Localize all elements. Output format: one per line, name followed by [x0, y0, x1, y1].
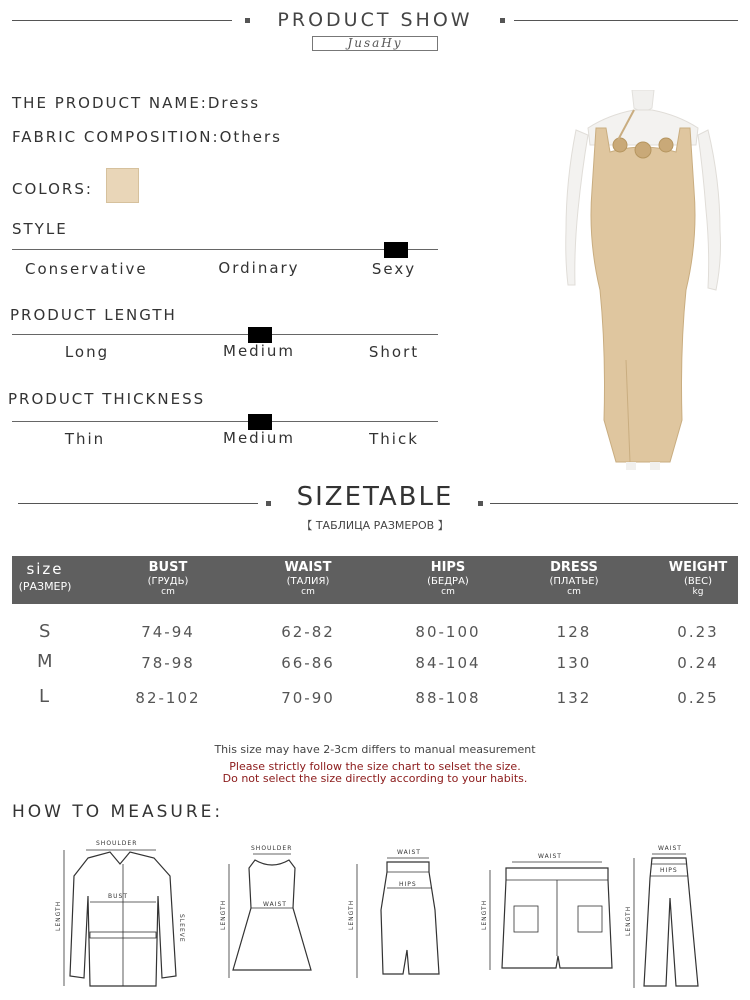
color-swatch[interactable] [106, 168, 139, 203]
table-cell-bust: 74-94 [141, 623, 195, 641]
header-hips: HIPS (БЕДРА) cm [427, 560, 469, 597]
colors-label: COLORS: [12, 180, 93, 198]
table-cell-hips: 80-100 [415, 623, 481, 641]
product-name: THE PRODUCT NAME:Dress [12, 94, 261, 112]
shoulder-label: SHOULDER [96, 840, 138, 847]
bust-label: BUST [108, 893, 128, 900]
thickness-label-thin: Thin [64, 430, 106, 448]
thickness-label-medium: Medium [223, 429, 295, 447]
mannequin-neck [632, 90, 654, 111]
table-cell-dress: 128 [556, 623, 592, 641]
length-label: LENGTH [220, 899, 227, 930]
sizetable-header-row [12, 556, 738, 604]
length-scale-marker [248, 327, 272, 343]
dress-flower-3 [659, 138, 673, 152]
table-row-size: L [39, 686, 50, 707]
shorts-measure-sketch [478, 846, 618, 976]
length-label-long: Long [64, 343, 110, 361]
dress-body [591, 128, 695, 462]
hips-label: HIPS [660, 867, 678, 874]
jacket-measure-sketch [50, 836, 200, 994]
length-title: PRODUCT LENGTH [10, 306, 177, 324]
style-label-conservative: Conservative [25, 260, 148, 278]
skirt-measure-sketch [343, 840, 443, 980]
dress-flower-1 [613, 138, 627, 152]
hips-label: HIPS [399, 881, 417, 888]
table-row-size: S [39, 621, 51, 642]
waist-label: WAIST [263, 901, 287, 908]
waist-label: WAIST [658, 845, 682, 852]
table-cell-dress: 132 [556, 689, 592, 707]
header-waist: WAIST (ТАЛИЯ) cm [284, 560, 332, 597]
table-cell-weight: 0.25 [677, 689, 719, 707]
table-cell-hips: 84-104 [415, 654, 481, 672]
product-photo [548, 90, 738, 470]
shoulder-label: SHOULDER [251, 845, 293, 852]
mannequin-leg-left [626, 462, 636, 470]
table-cell-weight: 0.23 [677, 623, 719, 641]
table-cell-bust: 82-102 [135, 689, 201, 707]
style-label-ordinary: Ordinary [218, 259, 300, 277]
table-cell-weight: 0.24 [677, 654, 719, 672]
sizetable-dot-right [478, 501, 483, 506]
table-cell-bust: 78-98 [141, 654, 195, 672]
dress-flower-2 [635, 142, 651, 158]
header-rule-right [514, 20, 738, 21]
length-label-medium: Medium [223, 342, 295, 360]
thickness-scale-line [12, 421, 438, 422]
thickness-label-thick: Thick [369, 430, 419, 448]
length-scale-line [12, 334, 438, 335]
table-cell-waist: 66-86 [281, 654, 335, 672]
brand-logo: JusaHy [312, 36, 438, 51]
pants-measure-sketch [622, 838, 702, 993]
length-label: LENGTH [625, 905, 632, 936]
warning-note-2: Do not select the size directly according to your habits. [222, 772, 528, 785]
table-cell-waist: 62-82 [281, 623, 335, 641]
style-title: STYLE [12, 220, 68, 238]
style-scale-marker [384, 242, 408, 258]
waist-label: WAIST [397, 849, 421, 856]
how-to-measure-title: HOW TO MEASURE: [12, 802, 224, 822]
header-size: size (РАЗМЕР) [18, 560, 72, 593]
page-title: PRODUCT SHOW [277, 9, 473, 31]
measurement-note: This size may have 2-3cm differs to manual measurement [214, 743, 536, 756]
length-label: LENGTH [348, 899, 355, 930]
sizetable-subtitle: 【 ТАБЛИЦА РАЗМЕРОВ 】 [301, 519, 449, 532]
style-label-sexy: Sexy [371, 260, 417, 278]
fabric-composition: FABRIC COMPOSITION:Others [12, 128, 282, 146]
header-dress: DRESS (ПЛАТЬЕ) cm [549, 560, 599, 597]
sleeve-label: SLEEVE [178, 914, 185, 943]
length-label-short: Short [368, 343, 420, 361]
table-cell-hips: 88-108 [415, 689, 481, 707]
table-row-size: M [37, 651, 53, 672]
waist-label: WAIST [538, 853, 562, 860]
header-bust: BUST (ГРУДЬ) cm [147, 560, 189, 597]
style-scale-line [12, 249, 438, 250]
dress-measure-sketch [215, 840, 315, 980]
header-weight: WEIGHT (ВЕС) kg [668, 560, 728, 597]
length-label: LENGTH [55, 900, 62, 931]
mannequin-leg-right [650, 462, 660, 470]
sizetable-rule-right [490, 503, 738, 504]
table-cell-waist: 70-90 [281, 689, 335, 707]
mannequin-arm-left [566, 130, 588, 285]
thickness-scale-marker [248, 414, 272, 430]
sizetable-title: SIZETABLE [296, 482, 454, 512]
thickness-title: PRODUCT THICKNESS [8, 390, 206, 408]
table-cell-dress: 130 [556, 654, 592, 672]
warning-note-1: Please strictly follow the size chart to selset the size. [229, 760, 521, 773]
mannequin-arm-right [698, 130, 721, 290]
header-dot-right [500, 18, 505, 23]
length-label: LENGTH [481, 899, 488, 930]
